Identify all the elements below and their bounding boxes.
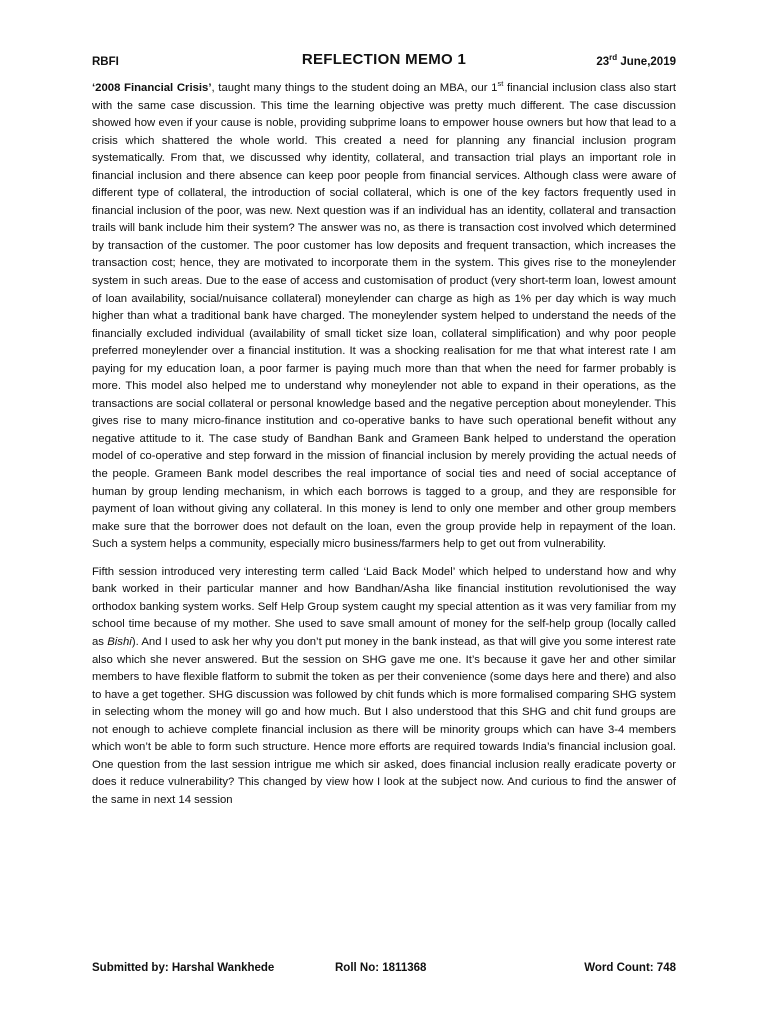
- date-rest: June,2019: [617, 56, 676, 68]
- roll-number: Roll No: 1811368: [335, 962, 427, 974]
- ordinal-suffix: st: [497, 79, 504, 89]
- word-count: Word Count: 748: [584, 962, 676, 974]
- memo-date: [596, 53, 676, 68]
- memo-header: [92, 44, 676, 68]
- lead-phrase: ‘2008 Financial Crisis’: [92, 82, 212, 94]
- paragraph-1-text-a: , taught many things to the student doing an MBA, our 1: [211, 82, 498, 94]
- italic-term: Bishi: [107, 635, 132, 648]
- paragraph-1: [92, 80, 676, 554]
- date-suffix: rd: [609, 53, 618, 63]
- paragraph-1-text-b: financial inclusion class also start with the same case discussion. This time the learning objective was pretty much different. The case discussion showed how even if your cause is noble, providing subprime loans to empower house owners but how that lead to a crisis which shattered the whole world. This created a need for planning any financial inclusion program systematically. From that, we discussed why identity, collateral, and transaction trial plays an important role in financial inclusion and there absence can keep poor people from financial services. Although class were aware of different type of collateral, the introduction of social collateral, which is one of the key factors frequently used in financial inclusion of the poor, was new. Next question was if an individual has an identity, collateral and transaction trails will bank include him their system? The answer was no, as there is transaction cost involved which determined by transaction of the customer. The poor customer has low deposits and frequent transaction, which increases the transaction cost; hence, they are motivated to incorporate them in the system. This gives rise to the moneylender system in such areas. Due to the ease of access and customisation of product (very short-term loan, lowest amount of loan availability, social/nuisance collateral) moneylender can charge as high as 1% per day which is way much higher than what a traditional bank have charged. The moneylender system helped to understand the needs of the financially excluded individual (availability of small ticket size loan, collateral simplification) and why poor people preferred moneylender over a financial institution. It was a shocking realisation for me that what interest rate I am paying for my education loan, a poor farmer is paying much more than that when the need for farmer probably is more. This model also helped me to understand why moneylender not able to expand in their operations, as the transactions are social collateral or personal knowledge based and the negative perception about moneylender. This gives rise to many micro-finance institution and co-operative banks to have such operational benefit without any negative attitude to it. The case study of Bandhan Bank and Grameen Bank helped to understand the operation model of co-operative and step forward in the mission of financial inclusion by merely providing the actual needs of the people. Grameen Bank model describes the real importance of social ties and need of social acceptance of human by group lending mechanism, in which each borrows is tagged to a group, and they are responsible for payment of loan without giving any collateral. In this money is lend to only one member and other group members make sure that the borrower does not default on the loan, even the group provide help in repayment of the loan. Such a system helps a community, especially micro business/farmers help to get out from vulnerability.: [92, 82, 676, 551]
- paragraph-2-text-b: ). And I used to ask her why you don’t put money in the bank instead, as that will give you some interest rate also which she never answered. But the session on SHG gave me one. It’s because it gave her and other similar members to have flexible flatform to submit the token as per their convenience (some days here and there) and also to have a get together. SHG discussion was followed by chit funds which is more formalised comparing SHG system in selecting whom the money will go and how much. But I also understood that this SHG and chit fund groups are not enough to achieve complete financial inclusion as there will be minority groups which can have 3-4 members which won’t be able to form such structure. Hence more efforts are required towards India’s financial inclusion goal. One question from the last session intrigue me which sir asked, does financial inclusion really eradicate poverty or does it reduce vulnerability? This changed by view how I look at the subject now. And curious to find the answer of the same in next 14 session: [92, 635, 676, 806]
- course-code: RBFI: [92, 56, 119, 68]
- date-day: 23: [596, 56, 610, 68]
- page-title: REFLECTION MEMO 1: [301, 51, 467, 68]
- memo-footer: [92, 962, 676, 980]
- memo-body: [92, 80, 676, 809]
- paragraph-2-text-a: Fifth session introduced very interesting term called ‘Laid Back Model’ which helped to understand how and why bank worked in their particular manner and how Bandhan/Asha like financial institution revolutionised the way orthodox banking system works. Self Help Group system caught my special attention as it was very familiar from my school time because of my mother. She used to save small amount of money for the self-help group (locally called as: [92, 565, 676, 648]
- paragraph-2: [92, 564, 676, 810]
- submitted-by: Submitted by: Harshal Wankhede: [92, 962, 275, 974]
